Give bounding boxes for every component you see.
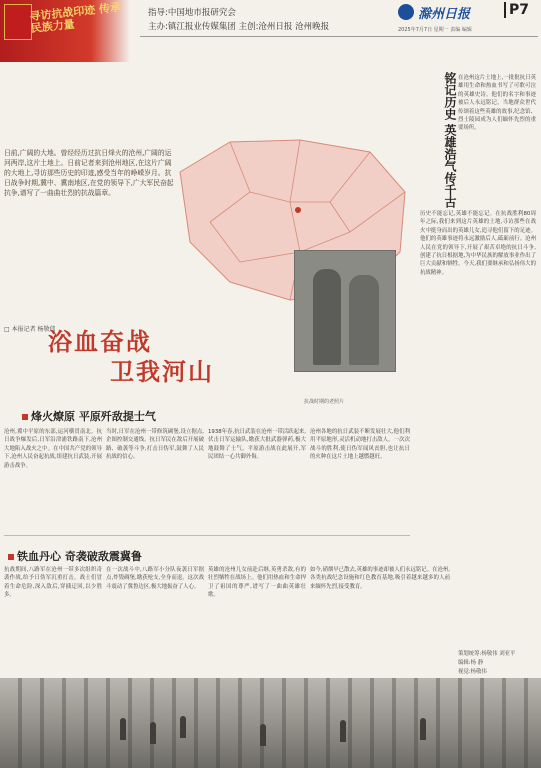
section-2-col-3: 英雄的沧州儿女前赴后继,英勇杀敌,有的壮烈牺牲在战场上。他们用热血和生命捍卫了祖国的尊严,谱写了一曲曲英雄壮歌。 [208,567,306,599]
photo-figure [180,716,186,738]
masthead-guide: 指导:中国地市报研究会 [148,8,236,18]
sidebar-text-2: 历史不能忘记,英雄不能忘记。在抗战胜利80周年之际,我们来到这片英雄的土地,寻访那些在战火中挺身而出的英雄儿女,追寻他们留下的足迹。他们的英雄事迹将永远激励后人,砥砺前行。沧州人民在党的领导下,开展了艰苦卓绝的抗日斗争,创建了抗日根据地,为中华民族的解放事业作出了巨大贡献和牺牲。今天,我们要继承和弘扬伟大的抗战精神。 [420,211,536,276]
section-marker-icon [22,414,28,420]
section-2-title [8,548,142,564]
photo-figure [340,720,346,742]
photo-figure-right [349,275,379,365]
bottom-historic-photo [0,678,541,768]
section-2-col-2: 在一次战斗中,八路军小分队夜袭日军据点,炸毁碉堡,缴获枪支,全身而退。这次战斗震动了冀鲁边区,极大地振奋了人心。 [106,567,204,590]
byline: □ 本报记者 杨敬伟 [4,326,56,333]
photo-texture [0,678,541,768]
photo-figure [150,722,156,744]
section-1-col-2: 当时,日军在沧州一带修筑碉堡,设立据点,企图控制交通线。抗日军民在敌后开展破路、破袭等斗争,打击日伪军,鼓舞了人民抗战的信心。 [106,429,204,461]
section-1-title-text: 烽火燎原 平原歼敌提士气 [31,410,156,423]
section-1-title [22,408,156,424]
masthead-meta: 2025年7月7日 星期一 责编 编辑 [398,27,472,33]
section-2-col-4: 如今,硝烟早已散去,英雄的事迹却被人们永远铭记。在沧州,各类抗战纪念设施和红色教育基地,吸引着越来越多的人前来缅怀先烈,接受教育。 [310,567,450,590]
masthead-banner [0,0,130,62]
sidebar-text-1: 在沧州这片土地上,一批批抗日英雄用生命和热血书写了可歌可泣的英雄史诗。他们的名字和事迹被后人永远铭记。当地群众世代传颂着这些英雄的故事,纪念馆、烈士陵园成为人们缅怀先烈的重要场所。 [458,75,536,132]
hero-section [0,62,410,405]
headline-line1: 浴血奋战 [48,327,152,356]
page-number: P7 [504,2,529,18]
photo-caption: 抗战时期的老照片 [304,399,345,405]
photo-figure [420,718,426,740]
masthead-rule [140,36,538,37]
flag-icon [4,4,32,40]
newspaper-logo: 滁州日报 [418,7,471,22]
section-1-col-1: 沧州,冀中平原的东部,运河横贯南北。抗日战争爆发后,日军沿津浦铁路南下,沧州大地陷入战火之中。在中国共产党的领导下,沧州人民奋起抗战,组建抗日武装,开展游击战争。 [4,429,102,469]
photo-figure-left [313,269,341,365]
hero-intro: 日前,广阔的大地。曾经经历过抗日烽火的沧州,广阔的运河两岸,这片土地上。日前记者来到沧州地区,在这片广阔的大地上,寻访那些历史的印迹,感受当年的峥嵘岁月。抗日战争时期,冀中、冀南地区,在党的领导下,广大军民奋起抗争,谱写了一曲曲壮烈的抗战篇章。 [4,149,174,197]
historic-photo [294,250,396,372]
section-marker-icon [8,554,14,560]
section-2-title-text: 铁血丹心 奇袭破敌震冀鲁 [17,550,142,563]
section-1-col-3: 1938年春,抗日武装在沧州一带活跃起来,伏击日军运输队,缴获大批武器弹药,极大地鼓舞了士气。平原游击战在此展开,军民团结一心共御外侮。 [208,429,307,461]
photo-figure [120,718,126,740]
section-2-col-1: 抗战期间,八路军在沧州一带多次组织奇袭作战,给予日伪军沉重打击。战士们冒着生命危险,深入敌后,穿插迂回,以少胜多。 [4,567,102,599]
newspaper-logo-icon [398,4,414,20]
section-1-col-4: 沧州各地的抗日武装不断发展壮大,他们利用平原地形,灵活机动地打击敌人。一次次战斗的胜利,使日伪军闻风丧胆,也让抗日的火种在这片土地上越燃越旺。 [310,429,410,461]
photo-figure [260,724,266,746]
sidebar-title: 铭记历史 英雄浩气传千古 [443,72,457,209]
masthead-slogan: 寻访抗战印迹 传承民族力量 [28,0,122,36]
section-divider [4,535,410,536]
headline-line2: 卫我河山 [110,357,214,386]
author-credits: 策划统筹:杨敬伟 刘亚平 编辑:杨 静 视觉:杨敬伟 [458,651,516,675]
masthead-sponsor: 主办:镇江报业传媒集团 主创:沧州日报 沧州晚报 [148,22,330,32]
masthead [0,0,541,62]
